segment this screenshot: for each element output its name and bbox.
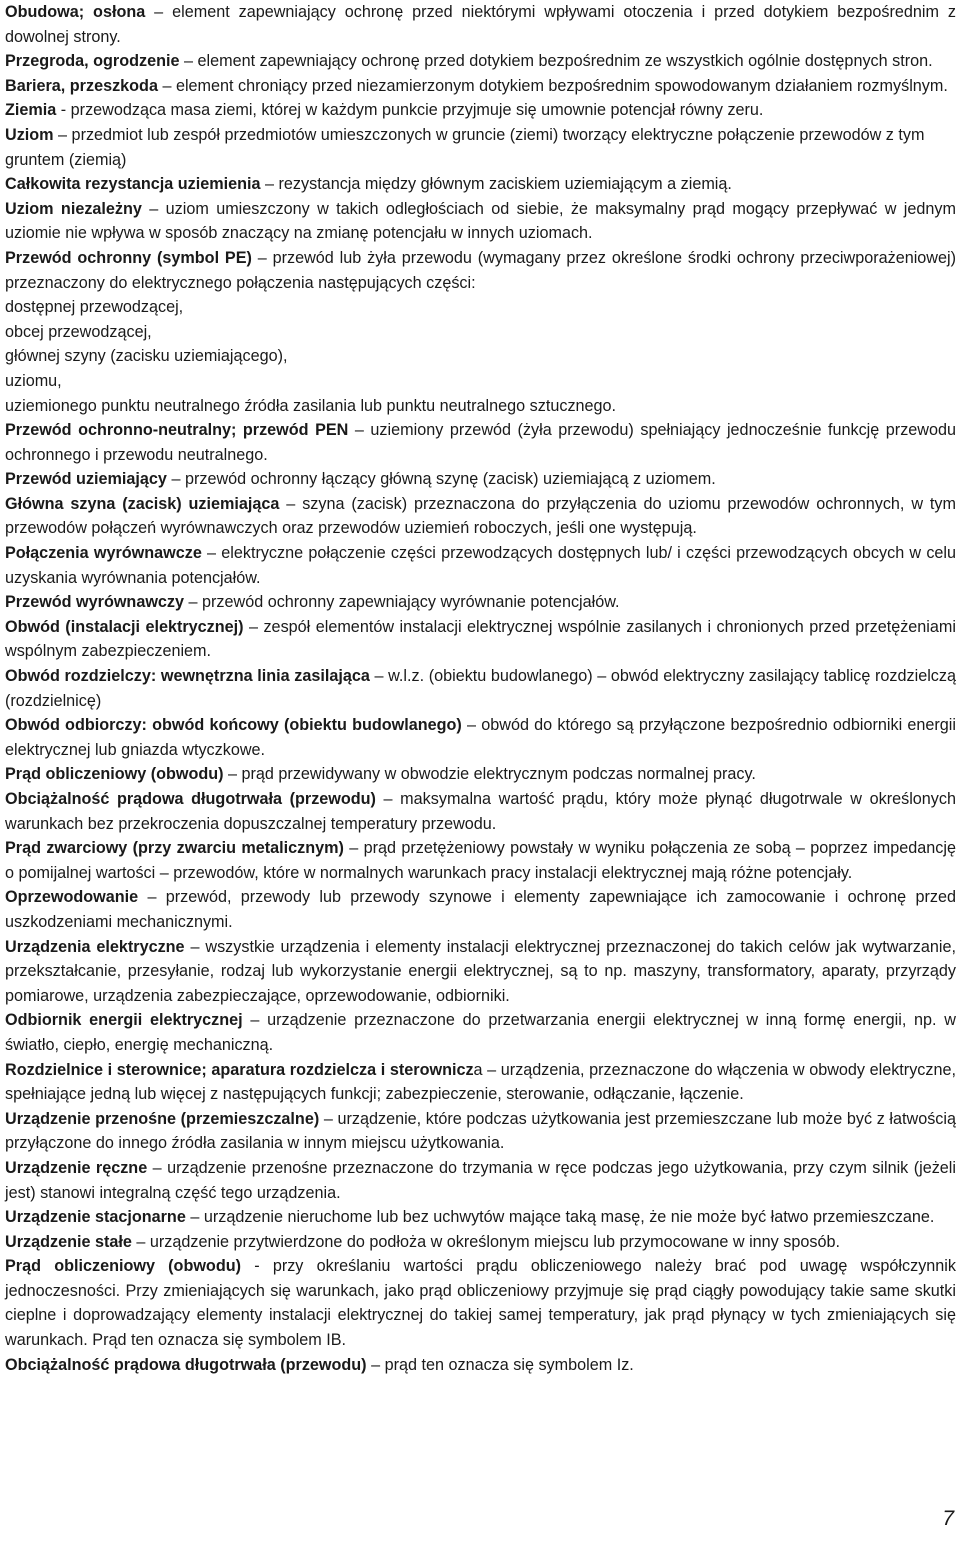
list-item: dostępnej przewodzącej, <box>5 298 184 317</box>
definition-entry <box>5 1254 956 1352</box>
definition-entry <box>5 1230 956 1255</box>
definition-text: – obwód do którego są przyłączone bezpośrednio odbiorniki energii elektrycznej lub gniazda wtyczkowe. <box>5 716 956 759</box>
definition-term: Urządzenie stacjonarne <box>5 1208 186 1227</box>
definition-term: Urządzenia elektryczne <box>5 937 185 956</box>
definition-text: – szyna (zacisk) przeznaczona do przyłączenia do uziomu przewodów ochronnych, w tym przewodów połączeń wyrównawczych oraz przewodów uziemień roboczych, jeśli one występują. <box>5 494 956 538</box>
definition-text: – w.l.z. (obiektu budowlanego) – obwód elektryczny zasilający tablicę rozdzielczą (rozdzielnicę) <box>5 667 956 710</box>
definition-entry <box>5 885 956 934</box>
definition-entry <box>5 935 956 1009</box>
definition-text: – element zapewniający ochronę przed niektórymi wpływami otoczenia i przed dotykiem bezpośrednim z dowolnej strony. <box>5 3 956 46</box>
definition-text: – urządzenie przenośne przeznaczone do trzymania w ręce podczas jego użytkowania, przy czym silnik (jeżeli jest) stanowi integralną część tego urządzenia. <box>5 1158 956 1202</box>
definition-entry <box>5 1008 956 1057</box>
pe-connection-list <box>5 295 956 418</box>
definition-text: – urządzenie przytwierdzone do podłoża w określonym miejscu lub przymocowane w inny sposób. <box>131 1232 840 1251</box>
definition-text: – przedmiot lub zespół przedmiotów umieszczonych w gruncie (ziemi) tworzący elektryczne połączenie przewodów z tym gruntem (ziemią) <box>5 125 925 169</box>
definition-entry <box>5 787 956 836</box>
definition-entry <box>5 492 956 541</box>
definition-text: – prąd ten oznacza się symbolem Iz. <box>366 1355 634 1374</box>
definition-term: Odbiornik energii elektrycznej <box>5 1011 243 1030</box>
definition-term: Urządzenie przenośne (przemieszczalne) <box>5 1109 320 1128</box>
definition-entry <box>5 1205 956 1230</box>
definition-entry <box>5 467 956 492</box>
definition-entry <box>5 123 956 172</box>
definition-text: – element zapewniający ochronę przed dotykiem bezpośrednim ze wszystkich ogólnie dostępnych stron. <box>179 52 933 71</box>
definition-term: Prąd obliczeniowy (obwodu) <box>5 1257 241 1276</box>
document-body <box>5 0 956 1377</box>
definition-term: Główna szyna (zacisk) uziemiająca <box>5 494 280 513</box>
definition-entry <box>5 172 956 197</box>
definition-term: Całkowita rezystancja uziemienia <box>5 175 261 194</box>
definition-entry <box>5 1058 956 1107</box>
definition-term: Prąd zwarciowy (przy zwarciu metalicznym) <box>5 839 344 858</box>
definition-term: Przegroda, ogrodzenie <box>5 52 180 71</box>
definition-entry <box>5 98 956 123</box>
definition-term: Obciążalność prądowa długotrwała (przewodu) <box>5 1355 367 1374</box>
definition-text: – urządzenie, które podczas użytkowania jest przemieszczane lub może być z łatwością przyłączone do innego źródła zasilania w innym miejscu użytkowania. <box>5 1109 956 1153</box>
definition-entry <box>5 74 956 99</box>
definition-term: Oprzewodowanie <box>5 888 139 907</box>
definition-term: Przewód ochronny (symbol PE) <box>5 248 252 267</box>
definition-entry <box>5 197 956 246</box>
definition-entry <box>5 713 956 762</box>
definition-text: – rezystancja między głównym zaciskiem uziemiającym a ziemią. <box>260 175 732 194</box>
definition-term: Przewód ochronno-neutralny; przewód PEN <box>5 421 349 440</box>
list-item: uziomu, <box>5 371 62 390</box>
definition-entry <box>5 246 956 295</box>
definition-text: - przewodząca masa ziemi, której w każdym punkcie przyjmuje się umownie potencjał równy zeru. <box>56 101 764 120</box>
definition-entry <box>5 49 956 74</box>
definition-text: – elektryczne połączenie części przewodzących dostępnych lub/ i części przewodzących obcych w celu uzyskania wyrównania potencjałów. <box>5 544 957 587</box>
definition-term: Obwód rozdzielczy: wewnętrzna linia zasilająca <box>5 667 370 686</box>
definition-text: - przy określaniu wartości prądu obliczeniowego należy brać pod uwagę współczynnik jednoczesności. Przy zmieniających się warunkach, jako prąd obliczeniowy przyjmuje się prąd ciągły powodujący takie same skutki cieplne i doprowadzający elementy instalacji elektrycznej do takiej samej temperatury, jak prąd płynący w tych zmieniających się warunkach. Prąd ten oznacza się symbolem IB. <box>5 1257 956 1350</box>
definition-entry <box>5 418 956 467</box>
definition-text: – urządzenie przeznaczone do przetwarzania energii elektrycznej w inną formę energii, np. w światło, ciepło, energię mechaniczną. <box>5 1011 956 1054</box>
page-number: 7 <box>942 1507 954 1530</box>
definition-entry <box>5 590 956 615</box>
definition-text: – wszystkie urządzenia i elementy instalacji elektrycznej przeznaczonej do takich celów jak wytwarzanie, przekształcanie, przesyłanie, rodzaj lub wykorzystanie energii elektrycznej, są to np. maszyny, transformatory, aparaty, przyrządy pomiarowe, urządzenia zabezpieczające, oprzewodowanie, odbiorniki. <box>5 937 956 1005</box>
definition-term: Obciążalność prądowa długotrwała (przewodu) <box>5 790 376 808</box>
definition-term: Uziom niezależny <box>5 199 142 218</box>
definition-text: – przewód lub żyła przewodu (wymagany przez określone środki ochrony przeciwporażeniowej) przeznaczony do elektrycznego połączenia następujących części: <box>5 248 956 292</box>
definition-term: Połączenia wyrównawcze <box>5 544 202 563</box>
definition-text: a – urządzenia, przeznaczone do włączenia w obwody elektryczne, spełniające jedną lub więcej z następujących funkcji; zabezpieczenie, sterowanie, odłączanie, łączenie. <box>5 1060 956 1104</box>
definition-text: – uziom umieszczony w takich odległościach od siebie, że maksymalny prąd mogący przepływać w jednym uziomie nie wpływa w sposób znaczący na zmianę potencjału w innych uziomach. <box>5 199 956 243</box>
definition-text: – element chroniący przed niezamierzonym dotykiem bezpośrednim spowodowanym działaniem rozmyślnym. <box>157 76 948 95</box>
definition-entry <box>5 541 956 590</box>
list-item: głównej szyny (zacisku uziemiającego), <box>5 347 288 366</box>
definition-entry <box>5 762 956 787</box>
definition-term: Przewód uziemiający <box>5 470 167 489</box>
definition-term: Urządzenie ręczne <box>5 1158 148 1177</box>
definition-text: – przewód ochronny zapewniający wyrównanie potencjałów. <box>184 593 620 612</box>
definition-text: – prąd przewidywany w obwodzie elektrycznym podczas normalnej pracy. <box>223 765 756 784</box>
definition-term: Obwód odbiorczy: obwód końcowy (obiektu budowlanego) <box>5 716 462 735</box>
definition-text: – przewód ochronny łączący główną szynę (zacisk) uziemiającą z uziomem. <box>166 470 716 489</box>
definition-term: Obwód (instalacji elektrycznej) <box>5 617 244 636</box>
definition-term: Prąd obliczeniowy (obwodu) <box>5 765 224 784</box>
definition-term: Urządzenie stałe <box>5 1232 132 1251</box>
definition-entry <box>5 836 956 885</box>
definition-text: – maksymalna wartość prądu, który może płynąć długotrwale w określonych warunkach bez przekroczenia dopuszczalnej temperatury przewodu. <box>5 790 956 833</box>
definition-text: – urządzenie nieruchome lub bez uchwytów mające taką masę, że nie może być łatwo przemieszczane. <box>185 1208 935 1227</box>
definition-term: Rozdzielnice i sterownice; aparatura rozdzielcza i sterownicz <box>5 1060 474 1079</box>
definition-entry <box>5 0 956 49</box>
definition-entry <box>5 1353 956 1378</box>
definition-text: – przewód, przewody lub przewody szynowe i elementy zapewniające ich zamocowanie i ochronę przed uszkodzeniami mechanicznymi. <box>5 888 956 931</box>
definition-term: Ziemia <box>5 101 57 120</box>
definition-entry <box>5 1107 956 1156</box>
definition-text: – prąd przetężeniowy powstały w wyniku połączenia ze sobą – poprzez impedancję o pomijalnej wartości – przewodów, które w normalnych warunkach pracy instalacji elektrycznej mają różne potencjały. <box>5 839 956 882</box>
definition-term: Bariera, przeszkoda <box>5 76 158 95</box>
definition-text: – zespół elementów instalacji elektrycznej wspólnie zasilanych i chronionych przed przetężeniami wspólnym zabezpieczeniem. <box>5 617 956 661</box>
definition-entry <box>5 615 956 664</box>
definition-entry <box>5 664 956 713</box>
list-item: obcej przewodzącej, <box>5 322 152 341</box>
definition-term: Przewód wyrównawczy <box>5 593 185 612</box>
definition-entry <box>5 1156 956 1205</box>
definition-term: Uziom <box>5 125 54 144</box>
definition-term: Obudowa; osłona <box>5 3 146 21</box>
list-item: uziemionego punktu neutralnego źródła zasilania lub punktu neutralnego sztucznego. <box>5 396 617 415</box>
definition-text: – uziemiony przewód (żyła przewodu) spełniający jednocześnie funkcję przewodu ochronnego i przewodu neutralnego. <box>5 421 956 464</box>
